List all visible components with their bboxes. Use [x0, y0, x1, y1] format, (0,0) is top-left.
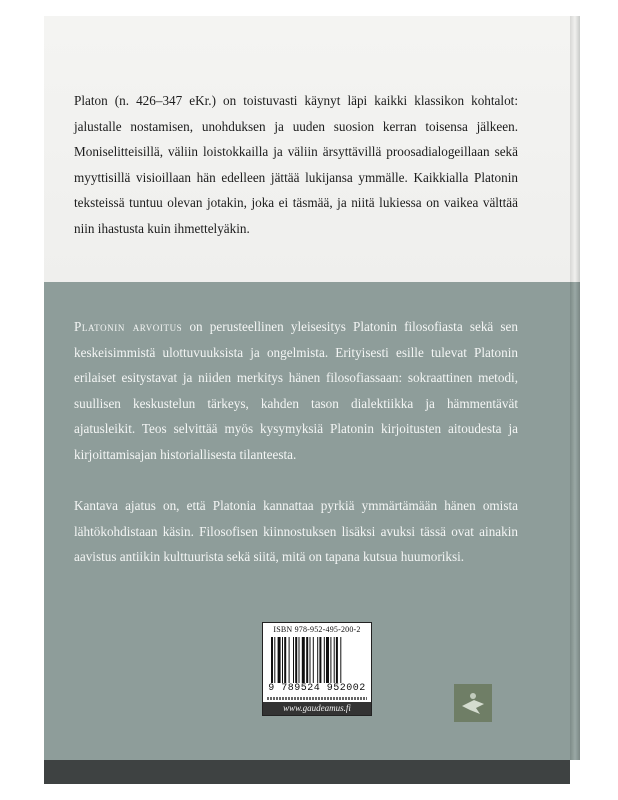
intro-paragraph: Platon (n. 426–347 eKr.) on toistuvasti käynyt läpi kaikki klassikon kohtalot: jalustalle nostamisen, unohduksen ja uuden suosion kerran toisensa jälkeen. Moniselitteisillä, väliin loistokkailla ja väliin ärsyttävillä proosadialogeillaan sekä myyttisillä visioillaan hän edelleen jättää lukijansa ymmälle. Kaikkialla Platonin teksteissä tuntuu olevan jotakin, joka ei täsmää, ja niitä lukiessa on vaikea välttää niin ihastusta kuin ihmettelyäkin.	[74, 93, 518, 236]
owl-logo-icon	[454, 684, 492, 722]
barcode-digits: 9 789524 952002	[268, 683, 366, 694]
fine-print-line	[267, 697, 367, 700]
book-title-smallcaps: Platonin arvoitus	[74, 319, 183, 334]
isbn-number: ISBN 978-952-495-200-2	[273, 625, 361, 634]
barcode-label	[262, 622, 372, 716]
publisher-website: www.gaudeamus.fi	[263, 702, 371, 715]
barcode-icon	[271, 637, 363, 683]
publisher-logo	[454, 684, 492, 722]
book-bottom-edge	[44, 756, 570, 784]
book-right-edge-lower	[570, 282, 580, 760]
description-text: on perusteellinen yleisesitys Platonin filosofiasta sekä sen keskeisimmistä ulottuvuuksista ja ongelmista. Erityisesti esille tulevat Platonin erilaiset esitystavat ja niiden merkitys hänen filosofiassaan: sokraattinen metodi, suullisen keskustelun tärkeys, kahden tason dialektiikka ja hämmentävät ajatusleikit. Teos selvittää myös kysymyksiä Platonin kirjoitusten aitoudesta ja kirjoittamisajan historiallisesta tilanteesta.	[74, 319, 518, 462]
description-paragraph	[74, 314, 518, 467]
closing-paragraph: Kantava ajatus on, että Platonia kannattaa pyrkiä ymmärtämään hänen omista lähtökohdistaan käsin. Filosofisen kiinnostuksen lisäksi avuksi tässä ovat ainakin aavistus antiikin kulttuurista sekä siitä, mitä on tapana kutsua huumoriksi.	[74, 498, 518, 564]
